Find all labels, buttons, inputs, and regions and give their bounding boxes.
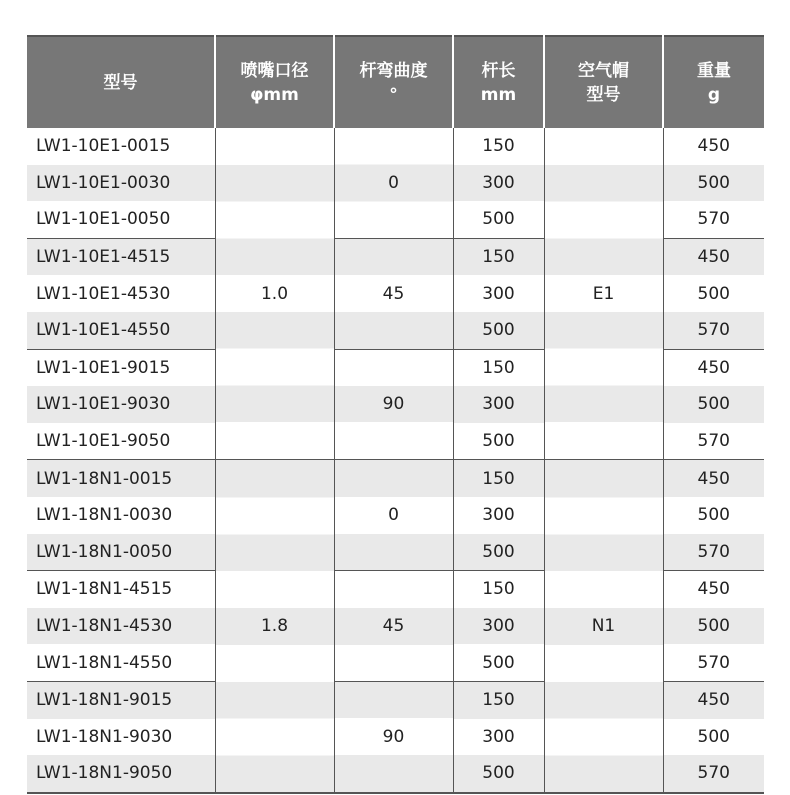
- cell-weight: 500: [663, 608, 764, 645]
- header-nozzle-diameter: 喷嘴口径 φmm: [215, 36, 334, 128]
- header-model: 型号: [27, 36, 215, 128]
- cell-rod-length: 500: [453, 534, 544, 571]
- cell-model: LW1-18N1-9050: [27, 755, 215, 793]
- cell-rod-length: 300: [453, 165, 544, 202]
- cell-weight: 570: [663, 423, 764, 460]
- cell-nozzle-diameter: 1.8: [215, 460, 334, 793]
- cell-model: LW1-18N1-9030: [27, 719, 215, 756]
- header-rod-length: 杆长 mm: [453, 36, 544, 128]
- table-row: [27, 128, 764, 165]
- cell-model: LW1-10E1-9050: [27, 423, 215, 460]
- cell-weight: 450: [663, 238, 764, 275]
- cell-rod-length: 150: [453, 349, 544, 386]
- cell-model: LW1-18N1-4515: [27, 571, 215, 608]
- cell-weight: 570: [663, 534, 764, 571]
- cell-rod-length: 150: [453, 460, 544, 497]
- cell-rod-length: 300: [453, 275, 544, 312]
- cell-rod-length: 300: [453, 497, 544, 534]
- cell-model: LW1-10E1-0015: [27, 128, 215, 165]
- cell-model: LW1-18N1-0015: [27, 460, 215, 497]
- cell-model: LW1-18N1-9015: [27, 681, 215, 718]
- cell-weight: 500: [663, 497, 764, 534]
- cell-rod-length: 300: [453, 719, 544, 756]
- cell-weight: 570: [663, 312, 764, 349]
- cell-rod-bend: 45: [334, 238, 453, 349]
- cell-rod-bend: 0: [334, 128, 453, 238]
- cell-model: LW1-10E1-0030: [27, 165, 215, 202]
- cell-weight: 500: [663, 165, 764, 202]
- cell-weight: 500: [663, 719, 764, 756]
- cell-rod-bend: 45: [334, 571, 453, 682]
- cell-weight: 450: [663, 571, 764, 608]
- header-air-cap: 空气帽 型号: [544, 36, 663, 128]
- cell-model: LW1-18N1-4550: [27, 644, 215, 681]
- table-body: [27, 128, 764, 793]
- cell-weight: 570: [663, 201, 764, 238]
- cell-rod-length: 500: [453, 755, 544, 793]
- cell-model: LW1-18N1-0030: [27, 497, 215, 534]
- cell-weight: 570: [663, 755, 764, 793]
- cell-model: LW1-10E1-0050: [27, 201, 215, 238]
- cell-air-cap: N1: [544, 460, 663, 793]
- cell-rod-length: 150: [453, 128, 544, 165]
- cell-rod-length: 300: [453, 386, 544, 423]
- cell-rod-bend: 0: [334, 460, 453, 571]
- cell-rod-length: 500: [453, 423, 544, 460]
- cell-weight: 450: [663, 349, 764, 386]
- header-weight: 重量 g: [663, 36, 764, 128]
- cell-rod-length: 150: [453, 571, 544, 608]
- cell-model: LW1-10E1-9030: [27, 386, 215, 423]
- cell-weight: 450: [663, 681, 764, 718]
- table-row: [27, 460, 764, 497]
- cell-weight: 450: [663, 128, 764, 165]
- header-rod-bend: 杆弯曲度 °: [334, 36, 453, 128]
- cell-rod-length: 150: [453, 238, 544, 275]
- cell-air-cap: E1: [544, 128, 663, 460]
- cell-model: LW1-10E1-4515: [27, 238, 215, 275]
- cell-rod-length: 500: [453, 201, 544, 238]
- cell-rod-length: 500: [453, 644, 544, 681]
- cell-model: LW1-18N1-0050: [27, 534, 215, 571]
- cell-model: LW1-10E1-4530: [27, 275, 215, 312]
- header-row: [27, 36, 764, 128]
- cell-rod-length: 150: [453, 681, 544, 718]
- cell-rod-bend: 90: [334, 681, 453, 792]
- cell-rod-length: 500: [453, 312, 544, 349]
- cell-weight: 450: [663, 460, 764, 497]
- cell-model: LW1-10E1-4550: [27, 312, 215, 349]
- cell-rod-length: 300: [453, 608, 544, 645]
- cell-weight: 500: [663, 275, 764, 312]
- cell-weight: 500: [663, 386, 764, 423]
- cell-model: LW1-18N1-4530: [27, 608, 215, 645]
- cell-weight: 570: [663, 644, 764, 681]
- cell-rod-bend: 90: [334, 349, 453, 460]
- cell-nozzle-diameter: 1.0: [215, 128, 334, 460]
- cell-model: LW1-10E1-9015: [27, 349, 215, 386]
- spec-table: [27, 35, 764, 794]
